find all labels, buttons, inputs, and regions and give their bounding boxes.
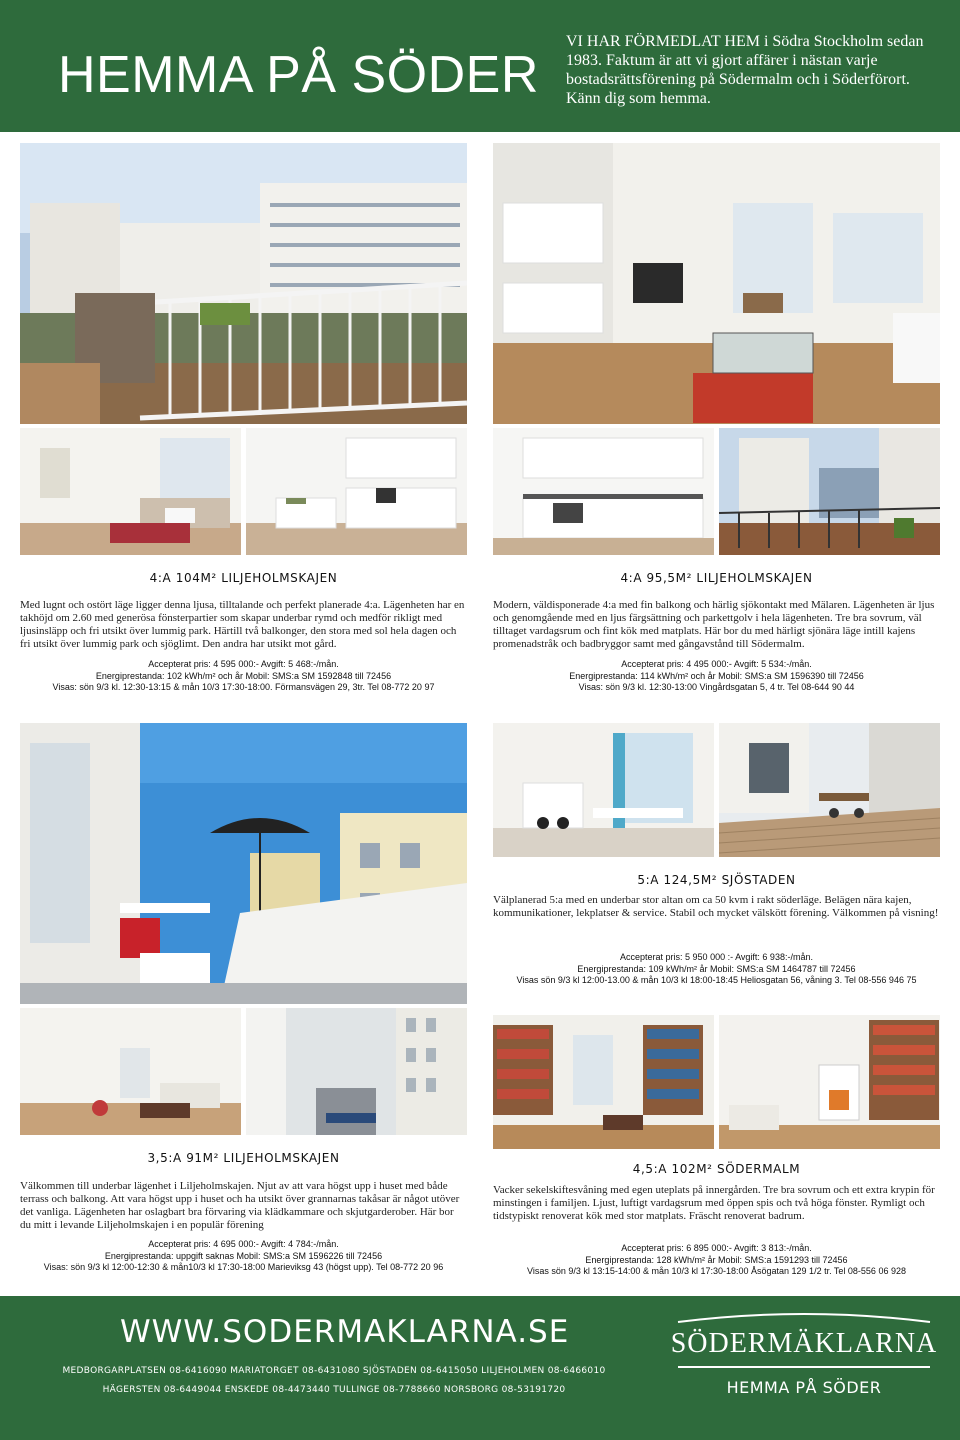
listing-1-title: 4:A 104M² LILJEHOLMSKAJEN: [149, 571, 338, 585]
listing-1-viewing: Visas: sön 9/3 kl. 12:30-13:15 & mån 10/3 17:30-18:00. Förmansvägen 29, 3tr. Tel 08-772 20 97: [52, 682, 435, 692]
listing-1-photo-living: [20, 428, 241, 555]
listing-1-photo-balcony: [20, 143, 467, 424]
listing-3-viewing: Visas sön 9/3 kl 12:00-13.00 & mån 10/3 kl 18:00-18:45 Heliosgatan 56, våning 3. Tel 08-556 946 75: [516, 975, 917, 985]
header-banner: [0, 0, 960, 132]
listing-1-photo-kitchen: [246, 428, 467, 555]
listing-3-title: 5:A 124,5M² SJÖSTADEN: [637, 873, 796, 887]
listing-3-info: [493, 952, 940, 987]
listing-4-photo-balcony: [20, 723, 467, 1004]
listing-2-title: 4:A 95,5M² LILJEHOLMSKAJEN: [620, 571, 813, 585]
footer-banner: [0, 1296, 960, 1440]
header-tagline: VI HAR FÖRMEDLAT HEM i Södra Stockholm sedan 1983. Faktum är att vi gjort affärer i nästan varje bostadsrättsförening på Södermalm och i Söderförort. Känn dig som hemma.: [566, 33, 924, 107]
listing-5-title: 4,5:A 102M² SÖDERMALM: [632, 1162, 801, 1176]
listing-3-photo-terrace: [719, 723, 940, 857]
listing-5-photo-fireplace: [719, 1015, 940, 1149]
brand-title: HEMMA PÅ SÖDER: [58, 46, 539, 104]
listing-2-viewing: Visas: sön 9/3 kl. 12:30-13:00 Vingårdsgatan 5, 4 tr. Tel 08-644 90 44: [578, 682, 855, 692]
listing-2-info: [493, 659, 940, 694]
listing-2-photo-living: [493, 143, 940, 424]
listing-5-energy: Energiprestanda: 128 kWh/m² år Mobil: SMS:a 1591293 till 72456: [585, 1254, 848, 1265]
offices-line-2: HÄGERSTEN 08-6449044 ENSKEDE 08-4473440 TULLINGE 08-7788660 NORSBORG 08-53191720: [102, 1385, 566, 1395]
listing-3-photo-dining: [493, 723, 714, 857]
listing-5-info: [493, 1243, 940, 1278]
listing-4-viewing: Visas: sön 9/3 kl 12:00-12:30 & mån10/3 kl 17:30-18:00 Marieviksg 43 (högst upp). Tel 08-772 20 96: [43, 1262, 444, 1272]
listing-1-price: Accepterat pris: 4 595 000:- Avgift: 5 468:-/mån.: [148, 659, 339, 669]
listing-5-price: Accepterat pris: 6 895 000:- Avgift: 3 813:-/mån.: [621, 1243, 812, 1253]
listing-1-description: Med lugnt och ostört läge ligger denna ljusa, tilltalande och perfekt planerade 4:a. Lägenheten har en takhöjd om 2.60 med generösa fönsterpartier som skapar underbar rymd och medför rikligt med ljusinsläpp och fri utsikt över lummig park. Härtill två balkonger, den stora med sol hela dagen och fri utsikt över lummig park och sjöglimt. Den andra har utsikt mot gård.: [20, 599, 465, 650]
listing-5-viewing: Visas sön 9/3 kl 13:15-14:00 & mån 10/3 kl 17:30-18:00 Åsögatan 129 1/2 tr. Tel 08-556 06 928: [527, 1266, 906, 1276]
listing-5-photo-library: [493, 1015, 714, 1149]
website-link[interactable]: WWW.SODERMAKLARNA.SE: [120, 1314, 570, 1350]
listing-2-description: Modern, väldisponerade 4:a med fin balkong och härlig sjökontakt med Mälaren. Lägenheten är ljus och genomgående med en ljus färgsättning och parkettgolv i hela lägenheten. Tre bra sovrum, väl tilltaget vardagsrum och fint kök med matplats. Här bor du med härligt sjönära läge intill kajens promenadstråk och badbryggor samt med gångavstånd till Södermalm.: [493, 599, 935, 650]
listing-5-description: Vacker sekelskiftesvåning med egen uteplats på innergården. Tre bra sovrum och ett extra krypin för minstingen i familjen. Ljust, luftigt vardagsrum med öppen spis och två höga fönster. Rymligt och tidstypiskt renoverat kök med stor matplats. Fräscht renoverat badrum.: [493, 1184, 935, 1222]
listing-2-photo-balcony: [719, 428, 940, 555]
listing-2-energy: Energiprestanda: 114 kWh/m² och år Mobil: SMS:a SM 1596390 till 72456: [569, 670, 864, 681]
listing-1-energy: Energiprestanda: 102 kWh/m² och år Mobil: SMS:a SM 1592848 till 72456: [95, 670, 392, 681]
listing-4-photo-living: [20, 1008, 241, 1135]
listing-4-energy: Energiprestanda: uppgift saknas Mobil: SMS:a SM 1596226 till 72456: [104, 1250, 383, 1261]
listing-1-info: [20, 659, 467, 694]
logo-arc-icon: [670, 1312, 938, 1324]
listing-4-description: Välkommen till underbar lägenhet i Liljeholmskajen. Njut av att vara högst upp i huset med både terrass och balkong. Att vara högst upp i huset och ha utsikt över grannarnas takåsar är något utöver det vanliga. Lägenheten har oslagbart bra förvaring via klädkammare och skjutgarderober. Här bor du mitt i levande Liljeholmskajen i en populär förening: [20, 1180, 460, 1231]
logo-divider: [678, 1366, 930, 1368]
listing-3-description: Välplanerad 5:a med en underbar stor altan om ca 50 kvm i rakt söderläge. Belägen nära kajen, kommunikationer, lekplatser & service. Stabil och mycket välskött förening. Välkommen på visning!: [493, 894, 939, 919]
listing-4-price: Accepterat pris: 4 695 000:- Avgift: 4 784:-/mån.: [148, 1239, 339, 1249]
listing-3-price: Accepterat pris: 5 950 000 :- Avgift: 6 938:-/mån.: [620, 952, 813, 962]
logo-tagline: HEMMA PÅ SÖDER: [726, 1378, 882, 1397]
listing-4-photo-view: [246, 1008, 467, 1135]
listing-2-photo-kitchen: [493, 428, 714, 555]
logo-name: SÖDERMÄKLARNA: [670, 1328, 938, 1359]
offices-line-1: MEDBORGARPLATSEN 08-6416090 MARIATORGET 08-6431080 SJÖSTADEN 08-6415050 LILJEHOLMEN 08-6466010: [62, 1366, 606, 1376]
listing-4-title: 3,5:A 91M² LILJEHOLMSKAJEN: [147, 1151, 340, 1165]
listing-3-energy: Energiprestanda: 109 kWh/m² år Mobil: SMS:a SM 1464787 till 72456: [577, 963, 856, 974]
listing-2-price: Accepterat pris: 4 495 000:- Avgift: 5 534:-/mån.: [621, 659, 812, 669]
listing-4-info: [20, 1239, 467, 1274]
